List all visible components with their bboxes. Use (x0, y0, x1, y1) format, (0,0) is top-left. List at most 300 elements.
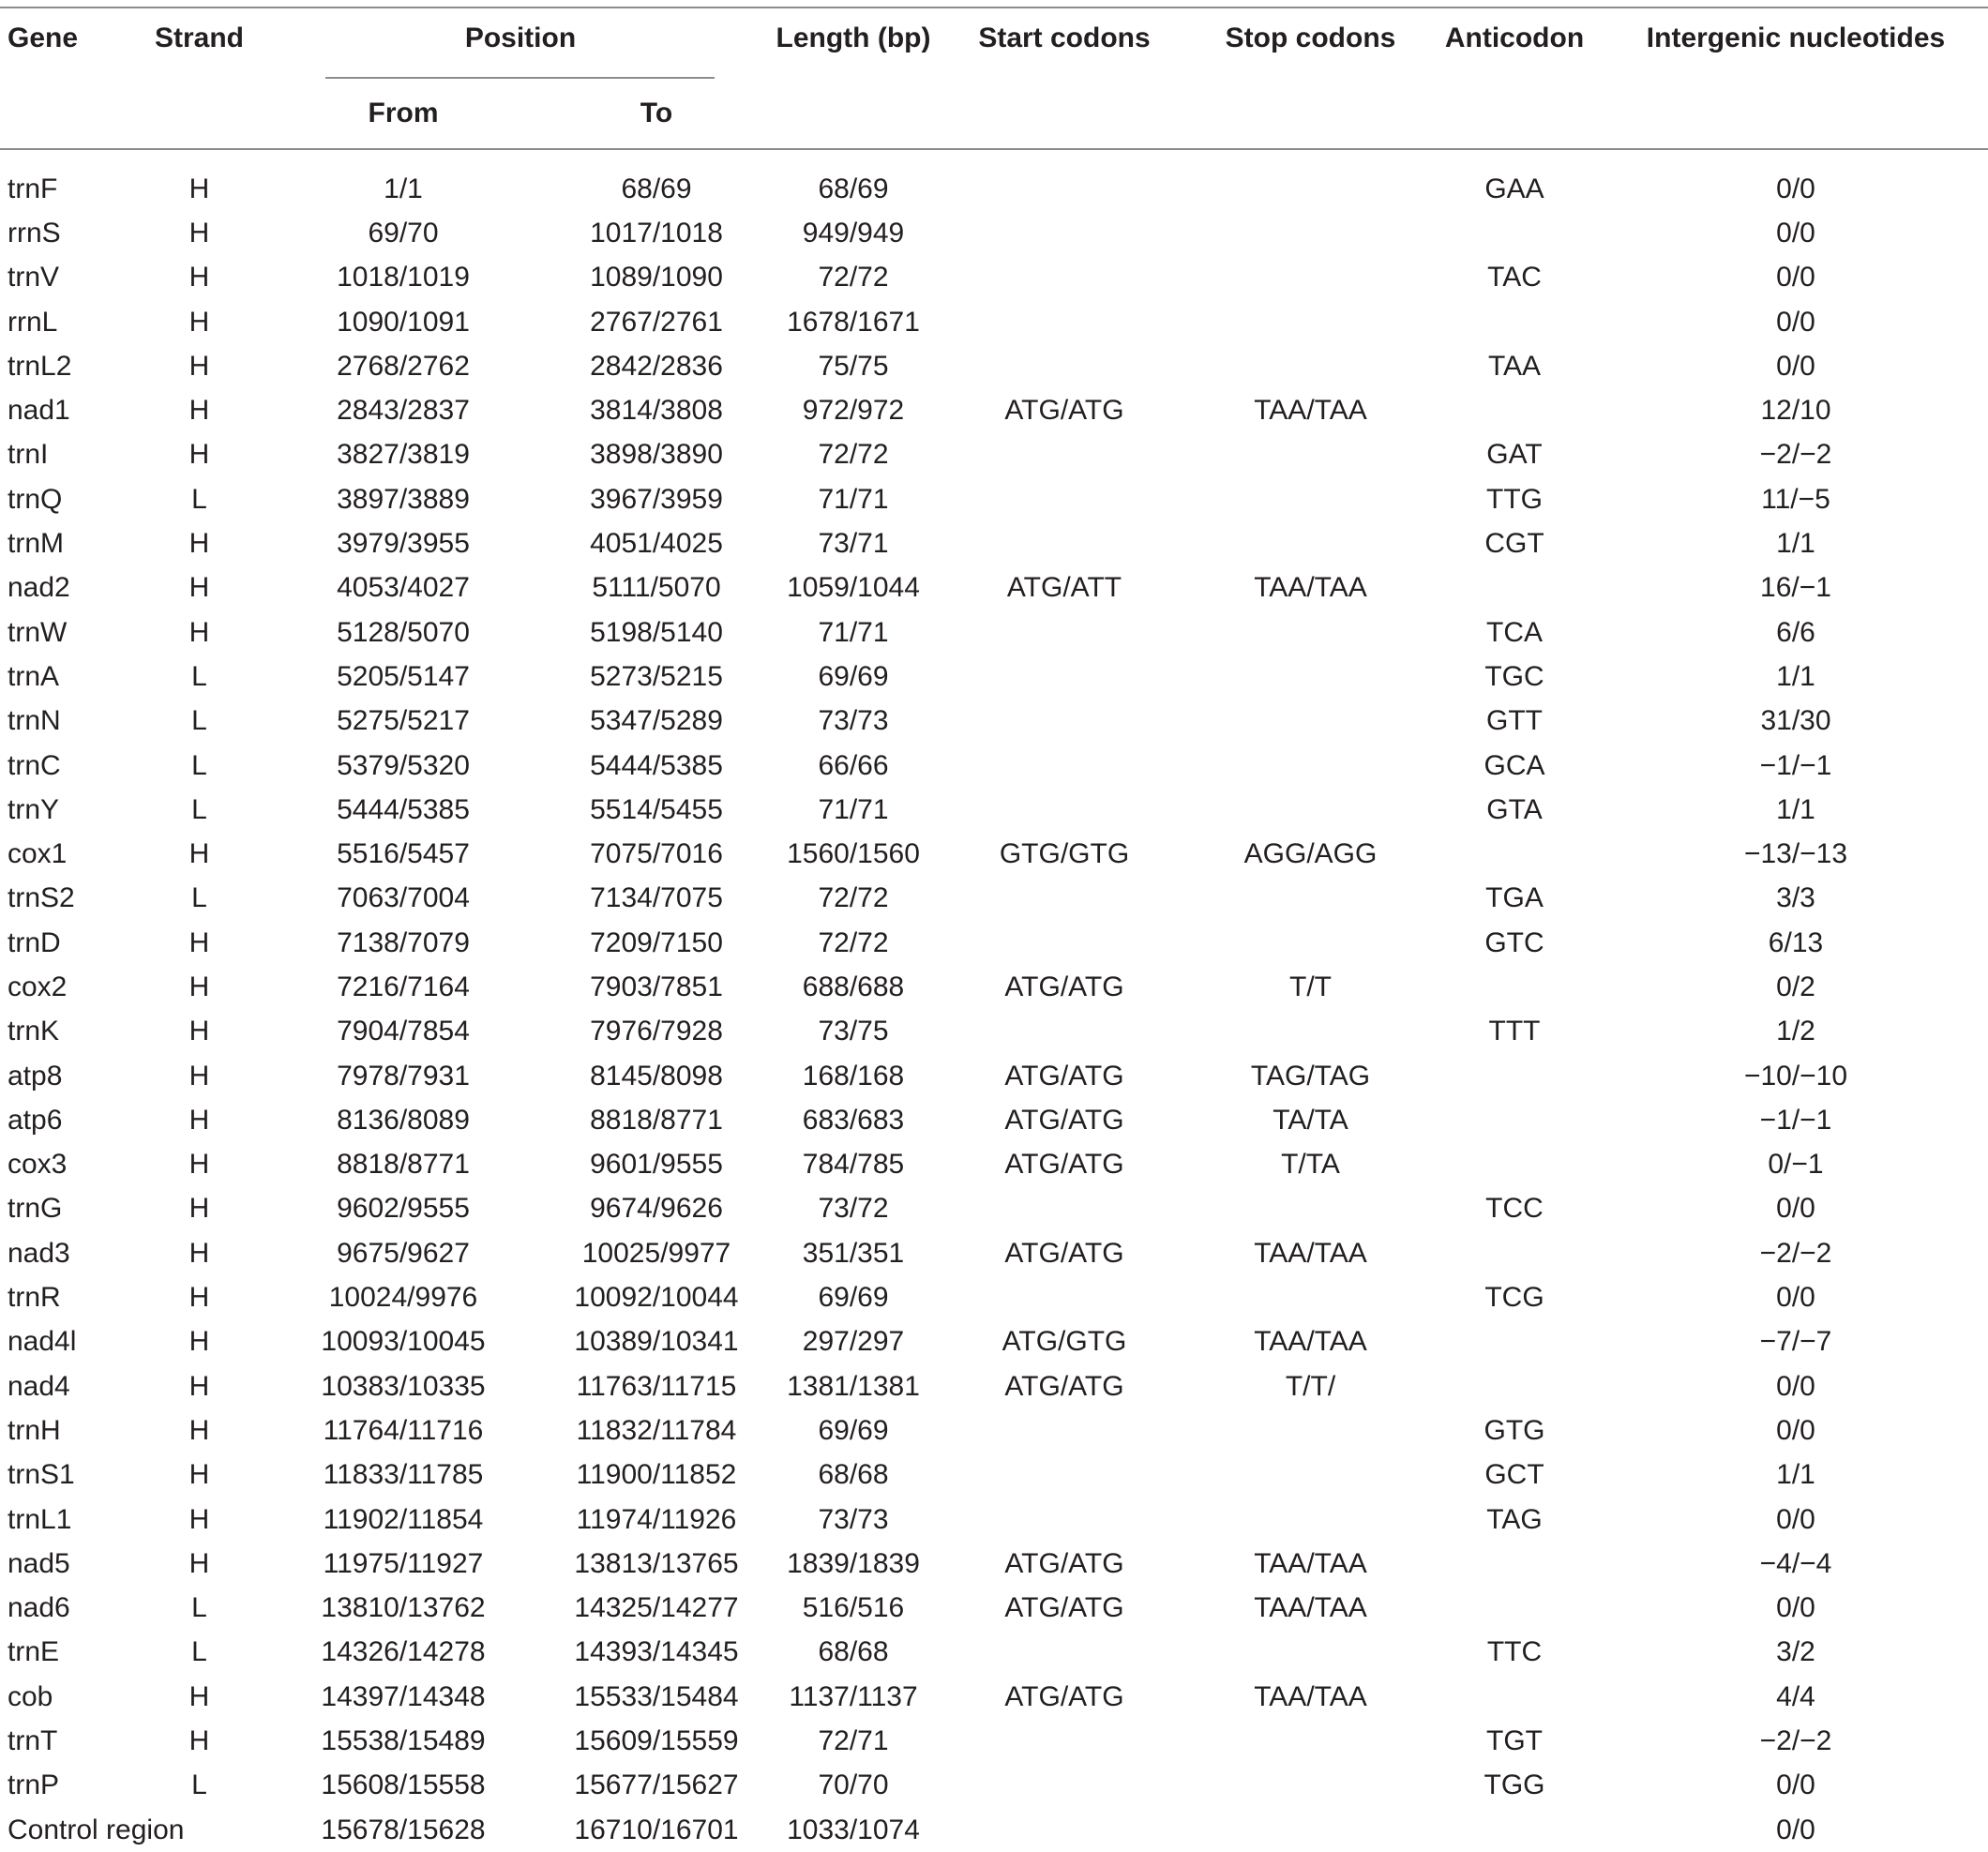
cell-to: 11832/11784 (576, 1414, 737, 1446)
cell-anticodon (1425, 1542, 1604, 1586)
cell-start-codon (933, 433, 1196, 477)
table-header (0, 0, 1988, 150)
cell-anticodon: TGA (1485, 882, 1544, 914)
cell-gene: trnY (8, 793, 60, 825)
cell-strand: L (191, 660, 207, 692)
cell-stop-codon (1196, 700, 1425, 744)
cell-from: 1090/1091 (337, 306, 470, 338)
cell-length: 1678/1671 (787, 306, 920, 338)
cell-from: 15538/15489 (321, 1725, 486, 1757)
cell-anticodon (1425, 965, 1604, 1009)
cell-gene: trnQ (8, 483, 63, 515)
cell-stop-codon (1196, 610, 1425, 655)
cell-strand: L (191, 1592, 207, 1624)
cell-intergenic: 1/1 (1776, 1459, 1815, 1491)
cell-intergenic: 31/30 (1760, 705, 1831, 737)
cell-to: 8818/8771 (590, 1104, 723, 1136)
cell-strand: H (188, 1193, 210, 1225)
cell-to: 14393/14345 (574, 1636, 739, 1668)
cell-gene: trnK (8, 1016, 60, 1047)
cell-length: 972/972 (802, 395, 905, 427)
cell-strand: H (188, 1016, 210, 1047)
cell-strand: H (188, 926, 210, 958)
cell-to: 1017/1018 (590, 217, 723, 248)
cell-intergenic: 0/0 (1776, 1193, 1815, 1225)
cell-length: 1839/1839 (787, 1547, 920, 1579)
cell-start-codon (933, 1010, 1196, 1054)
cell-intergenic: 3/2 (1776, 1636, 1815, 1668)
cell-stop-codon: TAG/TAG (1250, 1060, 1371, 1092)
table-row (0, 1408, 1988, 1453)
cell-from: 7216/7164 (337, 971, 470, 1002)
cell-strand: L (191, 882, 207, 914)
cell-to: 11763/11715 (576, 1370, 737, 1402)
cell-anticodon (1425, 566, 1604, 610)
cell-stop-codon: TAA/TAA (1254, 1326, 1367, 1358)
cell-strand: L (191, 749, 207, 781)
cell-intergenic: 1/1 (1776, 793, 1815, 825)
cell-intergenic: −4/−4 (1759, 1547, 1832, 1579)
cell-intergenic: 0/0 (1776, 1414, 1815, 1446)
table-row (0, 832, 1988, 876)
cell-from: 5128/5070 (337, 616, 470, 648)
cell-to: 1089/1090 (590, 262, 723, 294)
cell-from: 7063/7004 (337, 882, 470, 914)
table-row (0, 256, 1988, 300)
cell-start-codon (933, 256, 1196, 300)
cell-intergenic: 0/0 (1776, 350, 1815, 382)
cell-to: 13813/13765 (574, 1547, 739, 1579)
cell-intergenic: 1/2 (1776, 1016, 1815, 1047)
table-row (0, 1010, 1988, 1054)
cell-stop-codon (1196, 744, 1425, 788)
table-row (0, 566, 1988, 610)
cell-intergenic: −13/−13 (1743, 838, 1848, 870)
cell-anticodon: TAC (1487, 262, 1542, 294)
cell-gene: trnS2 (8, 882, 75, 914)
cell-to: 9601/9555 (590, 1149, 723, 1181)
cell-length: 73/73 (818, 705, 889, 737)
cell-start-codon (933, 1408, 1196, 1453)
cell-anticodon: TCA (1486, 616, 1543, 648)
header-intergenic: Intergenic nucleotides (1646, 23, 1946, 53)
cell-gene: cox2 (8, 971, 68, 1002)
cell-anticodon (1425, 211, 1604, 255)
cell-stop-codon (1196, 1498, 1425, 1542)
cell-intergenic: 12/10 (1760, 395, 1831, 427)
cell-to: 2767/2761 (590, 306, 723, 338)
cell-stop-codon (1196, 344, 1425, 388)
cell-gene: trnC (8, 749, 61, 781)
cell-intergenic: 6/13 (1768, 926, 1824, 958)
table-row (0, 1719, 1988, 1763)
cell-length: 297/297 (802, 1326, 905, 1358)
cell-gene: trnN (8, 705, 61, 737)
table-row (0, 1143, 1988, 1187)
cell-gene: nad5 (8, 1547, 70, 1579)
cell-to: 5273/5215 (590, 660, 723, 692)
cell-length: 69/69 (818, 1282, 889, 1314)
cell-start-codon (933, 167, 1196, 211)
cell-start-codon: ATG/ATG (1004, 1680, 1124, 1712)
cell-intergenic: 1/1 (1776, 528, 1815, 560)
cell-strand: H (188, 395, 210, 427)
cell-length: 71/71 (818, 483, 889, 515)
cell-from: 5444/5385 (337, 793, 470, 825)
cell-gene: trnP (8, 1769, 60, 1801)
cell-start-codon (933, 300, 1196, 344)
cell-start-codon (933, 1453, 1196, 1498)
cell-stop-codon (1196, 1719, 1425, 1763)
cell-stop-codon: T/TA (1281, 1149, 1340, 1181)
cell-to: 5444/5385 (590, 749, 723, 781)
cell-from: 3827/3819 (337, 439, 470, 471)
cell-start-codon (933, 744, 1196, 788)
cell-intergenic: 1/1 (1776, 660, 1815, 692)
cell-anticodon: GTG (1483, 1414, 1545, 1446)
cell-length: 68/68 (818, 1636, 889, 1668)
table-row (0, 655, 1988, 699)
table-row (0, 300, 1988, 344)
cell-from: 15608/15558 (321, 1769, 486, 1801)
cell-stop-codon (1196, 1010, 1425, 1054)
cell-from: 2768/2762 (337, 350, 470, 382)
cell-intergenic: 3/3 (1776, 882, 1815, 914)
cell-start-codon (933, 1275, 1196, 1319)
cell-from: 11833/11785 (323, 1459, 484, 1491)
cell-length: 72/72 (818, 926, 889, 958)
cell-from: 11764/11716 (323, 1414, 484, 1446)
table-row (0, 1764, 1988, 1808)
cell-from: 10383/10335 (321, 1370, 486, 1402)
table-row (0, 877, 1988, 921)
cell-intergenic: 0/2 (1776, 971, 1815, 1002)
cell-from: 69/70 (368, 217, 439, 248)
cell-length: 1059/1044 (787, 572, 920, 604)
cell-from: 15678/15628 (321, 1814, 486, 1845)
cell-anticodon: TGC (1484, 660, 1544, 692)
cell-strand: H (188, 1503, 210, 1535)
table-row (0, 388, 1988, 432)
cell-strand: H (188, 1370, 210, 1402)
cell-stop-codon (1196, 256, 1425, 300)
cell-to: 5198/5140 (590, 616, 723, 648)
cell-intergenic: 0/0 (1776, 1814, 1815, 1845)
cell-anticodon: TTG (1486, 483, 1543, 515)
cell-start-codon (933, 921, 1196, 965)
cell-anticodon: TGG (1483, 1769, 1545, 1801)
table-row (0, 167, 1988, 211)
cell-stop-codon (1196, 433, 1425, 477)
cell-start-codon (933, 700, 1196, 744)
cell-from: 3979/3955 (337, 528, 470, 560)
cell-to: 3898/3890 (590, 439, 723, 471)
cell-gene: trnR (8, 1282, 61, 1314)
cell-length: 72/72 (818, 439, 889, 471)
cell-stop-codon (1196, 1631, 1425, 1675)
cell-anticodon (1425, 1587, 1604, 1631)
cell-anticodon (1425, 832, 1604, 876)
cell-to: 11900/11852 (576, 1459, 737, 1491)
cell-stop-codon (1196, 1275, 1425, 1319)
cell-start-codon (933, 1764, 1196, 1808)
table-row (0, 744, 1988, 788)
cell-from: 14397/14348 (321, 1680, 486, 1712)
cell-anticodon: TTC (1486, 1636, 1543, 1668)
cell-from: 7904/7854 (337, 1016, 470, 1047)
cell-anticodon (1425, 1675, 1604, 1719)
cell-to: 15677/15627 (574, 1769, 739, 1801)
cell-from: 5275/5217 (337, 705, 470, 737)
table-row (0, 521, 1988, 565)
header-from: From (368, 98, 439, 128)
cell-stop-codon (1196, 1187, 1425, 1231)
header-start-codons: Start codons (978, 23, 1151, 53)
cell-anticodon (1425, 1320, 1604, 1364)
cell-strand: L (191, 1769, 207, 1801)
cell-anticodon: TCG (1484, 1282, 1544, 1314)
table-row (0, 1275, 1988, 1319)
cell-length: 69/69 (818, 660, 889, 692)
cell-strand: H (188, 1414, 210, 1446)
cell-strand: H (188, 350, 210, 382)
cell-intergenic: 0/0 (1776, 1769, 1815, 1801)
table-row (0, 1808, 1988, 1852)
cell-intergenic: −1/−1 (1759, 1104, 1832, 1136)
cell-start-codon (933, 1719, 1196, 1763)
cell-from: 11902/11854 (323, 1503, 484, 1535)
cell-to: 68/69 (621, 173, 692, 204)
table-row (0, 1675, 1988, 1719)
cell-length: 683/683 (802, 1104, 905, 1136)
cell-start-codon (933, 344, 1196, 388)
cell-intergenic: 0/0 (1776, 306, 1815, 338)
cell-gene: trnL1 (8, 1503, 72, 1535)
cell-strand: H (188, 1725, 210, 1757)
cell-gene: rrnL (8, 306, 58, 338)
cell-anticodon (1425, 388, 1604, 432)
cell-length: 1137/1137 (789, 1680, 918, 1712)
cell-from: 14326/14278 (321, 1636, 486, 1668)
cell-to: 15609/15559 (574, 1725, 739, 1757)
cell-anticodon: GAA (1484, 173, 1544, 204)
table-row (0, 1542, 1988, 1586)
cell-strand: H (188, 1547, 210, 1579)
cell-length: 688/688 (802, 971, 905, 1002)
cell-stop-codon (1196, 477, 1425, 521)
cell-stop-codon (1196, 921, 1425, 965)
table-row (0, 433, 1988, 477)
cell-start-codon (933, 610, 1196, 655)
cell-from: 10024/9976 (328, 1282, 478, 1314)
table-row (0, 1453, 1988, 1498)
cell-intergenic: 0/0 (1776, 1282, 1815, 1314)
cell-gene: Control region (8, 1814, 185, 1845)
cell-to: 16710/16701 (574, 1814, 739, 1845)
cell-length: 71/71 (818, 616, 889, 648)
cell-strand: H (188, 838, 210, 870)
cell-stop-codon (1196, 655, 1425, 699)
cell-anticodon (1425, 1231, 1604, 1275)
cell-start-codon: ATG/ATG (1004, 1104, 1124, 1136)
table-row (0, 344, 1988, 388)
cell-gene: trnI (8, 439, 49, 471)
cell-from: 1018/1019 (337, 262, 470, 294)
cell-gene: trnE (8, 1636, 60, 1668)
cell-strand: H (188, 306, 210, 338)
cell-anticodon: TAG (1486, 1503, 1543, 1535)
cell-to: 11974/11926 (576, 1503, 737, 1535)
cell-length: 66/66 (818, 749, 889, 781)
cell-strand: H (188, 439, 210, 471)
cell-length: 68/69 (818, 173, 889, 204)
cell-stop-codon (1196, 211, 1425, 255)
cell-start-codon (933, 877, 1196, 921)
cell-length: 1560/1560 (787, 838, 920, 870)
table-row (0, 1587, 1988, 1631)
cell-stop-codon: TAA/TAA (1254, 1592, 1367, 1624)
cell-to: 2842/2836 (590, 350, 723, 382)
table-row (0, 1498, 1988, 1542)
cell-from: 5379/5320 (337, 749, 470, 781)
cell-strand: L (191, 483, 207, 515)
cell-anticodon: GAT (1486, 439, 1543, 471)
cell-intergenic: 4/4 (1776, 1680, 1815, 1712)
cell-length: 949/949 (802, 217, 905, 248)
cell-length: 73/72 (818, 1193, 889, 1225)
cell-to: 8145/8098 (590, 1060, 723, 1092)
cell-length: 72/71 (818, 1725, 889, 1757)
table-row (0, 1364, 1988, 1408)
cell-to: 7903/7851 (590, 971, 723, 1002)
cell-anticodon: GCT (1484, 1459, 1544, 1491)
cell-gene: nad2 (8, 572, 70, 604)
cell-strand: H (188, 1149, 210, 1181)
cell-to: 5347/5289 (590, 705, 723, 737)
cell-intergenic: 0/0 (1776, 1503, 1815, 1535)
cell-start-codon: ATG/ATG (1004, 1592, 1124, 1624)
cell-strand: H (188, 528, 210, 560)
cell-start-codon: ATG/ATT (1006, 572, 1122, 604)
cell-anticodon (1425, 1808, 1604, 1852)
cell-intergenic: 0/−1 (1768, 1149, 1824, 1181)
cell-strand: H (188, 1326, 210, 1358)
cell-stop-codon: AGG/AGG (1243, 838, 1378, 870)
table-body (0, 150, 1988, 1852)
cell-from: 4053/4027 (337, 572, 470, 604)
cell-to: 7134/7075 (590, 882, 723, 914)
cell-stop-codon: TAA/TAA (1254, 1547, 1367, 1579)
cell-length: 351/351 (802, 1237, 905, 1269)
table-row (0, 211, 1988, 255)
cell-length: 72/72 (818, 262, 889, 294)
cell-intergenic: −1/−1 (1759, 749, 1832, 781)
cell-stop-codon (1196, 1453, 1425, 1498)
cell-intergenic: 0/0 (1776, 173, 1815, 204)
cell-length: 1381/1381 (787, 1370, 920, 1402)
cell-intergenic: −2/−2 (1759, 439, 1832, 471)
cell-strand: H (188, 1282, 210, 1314)
cell-length: 70/70 (818, 1769, 889, 1801)
cell-to: 10092/10044 (574, 1282, 739, 1314)
cell-gene: trnS1 (8, 1459, 75, 1491)
cell-start-codon (933, 211, 1196, 255)
cell-start-codon: ATG/ATG (1004, 971, 1124, 1002)
cell-strand: L (191, 793, 207, 825)
table-row (0, 1631, 1988, 1675)
cell-intergenic: 0/0 (1776, 1592, 1815, 1624)
cell-to: 10389/10341 (574, 1326, 739, 1358)
cell-strand: H (188, 217, 210, 248)
cell-stop-codon (1196, 300, 1425, 344)
cell-gene: trnW (8, 616, 68, 648)
cell-strand: H (188, 616, 210, 648)
cell-intergenic: −10/−10 (1743, 1060, 1848, 1092)
cell-from: 8818/8771 (337, 1149, 470, 1181)
cell-start-codon (933, 1187, 1196, 1231)
cell-gene: trnA (8, 660, 60, 692)
cell-anticodon: GTC (1484, 926, 1544, 958)
cell-length: 784/785 (802, 1149, 905, 1181)
cell-stop-codon (1196, 521, 1425, 565)
cell-from: 5205/5147 (337, 660, 470, 692)
cell-to: 4051/4025 (590, 528, 723, 560)
cell-stop-codon: TAA/TAA (1254, 572, 1367, 604)
cell-gene: trnV (8, 262, 60, 294)
cell-gene: trnH (8, 1414, 61, 1446)
cell-from: 7138/7079 (337, 926, 470, 958)
cell-from: 8136/8089 (337, 1104, 470, 1136)
cell-stop-codon (1196, 1764, 1425, 1808)
cell-gene: rrnS (8, 217, 61, 248)
cell-start-codon: GTG/GTG (999, 838, 1130, 870)
cell-length: 71/71 (818, 793, 889, 825)
cell-from: 2843/2837 (337, 395, 470, 427)
cell-start-codon: ATG/GTG (1002, 1326, 1127, 1358)
header-length: Length (bp) (776, 23, 931, 53)
cell-to: 3967/3959 (590, 483, 723, 515)
table-row (0, 1231, 1988, 1275)
cell-gene: atp6 (8, 1104, 63, 1136)
cell-from: 5516/5457 (337, 838, 470, 870)
cell-length: 1033/1074 (787, 1814, 920, 1845)
cell-gene: nad3 (8, 1237, 70, 1269)
table-row (0, 477, 1988, 521)
cell-anticodon: CGT (1484, 528, 1544, 560)
cell-stop-codon (1196, 1408, 1425, 1453)
cell-stop-codon: TAA/TAA (1254, 1680, 1367, 1712)
cell-intergenic: 16/−1 (1760, 572, 1831, 604)
cell-from: 13810/13762 (321, 1592, 486, 1624)
cell-gene: cox3 (8, 1149, 68, 1181)
cell-intergenic: −2/−2 (1759, 1725, 1832, 1757)
cell-anticodon (1425, 300, 1604, 344)
cell-to: 15533/15484 (574, 1680, 739, 1712)
cell-strand: H (188, 1680, 210, 1712)
table-row (0, 1187, 1988, 1231)
cell-stop-codon: TAA/TAA (1254, 1237, 1367, 1269)
cell-start-codon: ATG/ATG (1004, 1237, 1124, 1269)
table-row (0, 1098, 1988, 1142)
cell-strand: H (188, 1237, 210, 1269)
cell-stop-codon: T/T/ (1285, 1370, 1336, 1402)
cell-gene: trnF (8, 173, 58, 204)
cell-gene: cox1 (8, 838, 68, 870)
cell-strand: H (188, 173, 210, 204)
cell-intergenic: 0/0 (1776, 217, 1815, 248)
cell-gene: nad1 (8, 395, 70, 427)
header-position: Position (464, 23, 577, 53)
